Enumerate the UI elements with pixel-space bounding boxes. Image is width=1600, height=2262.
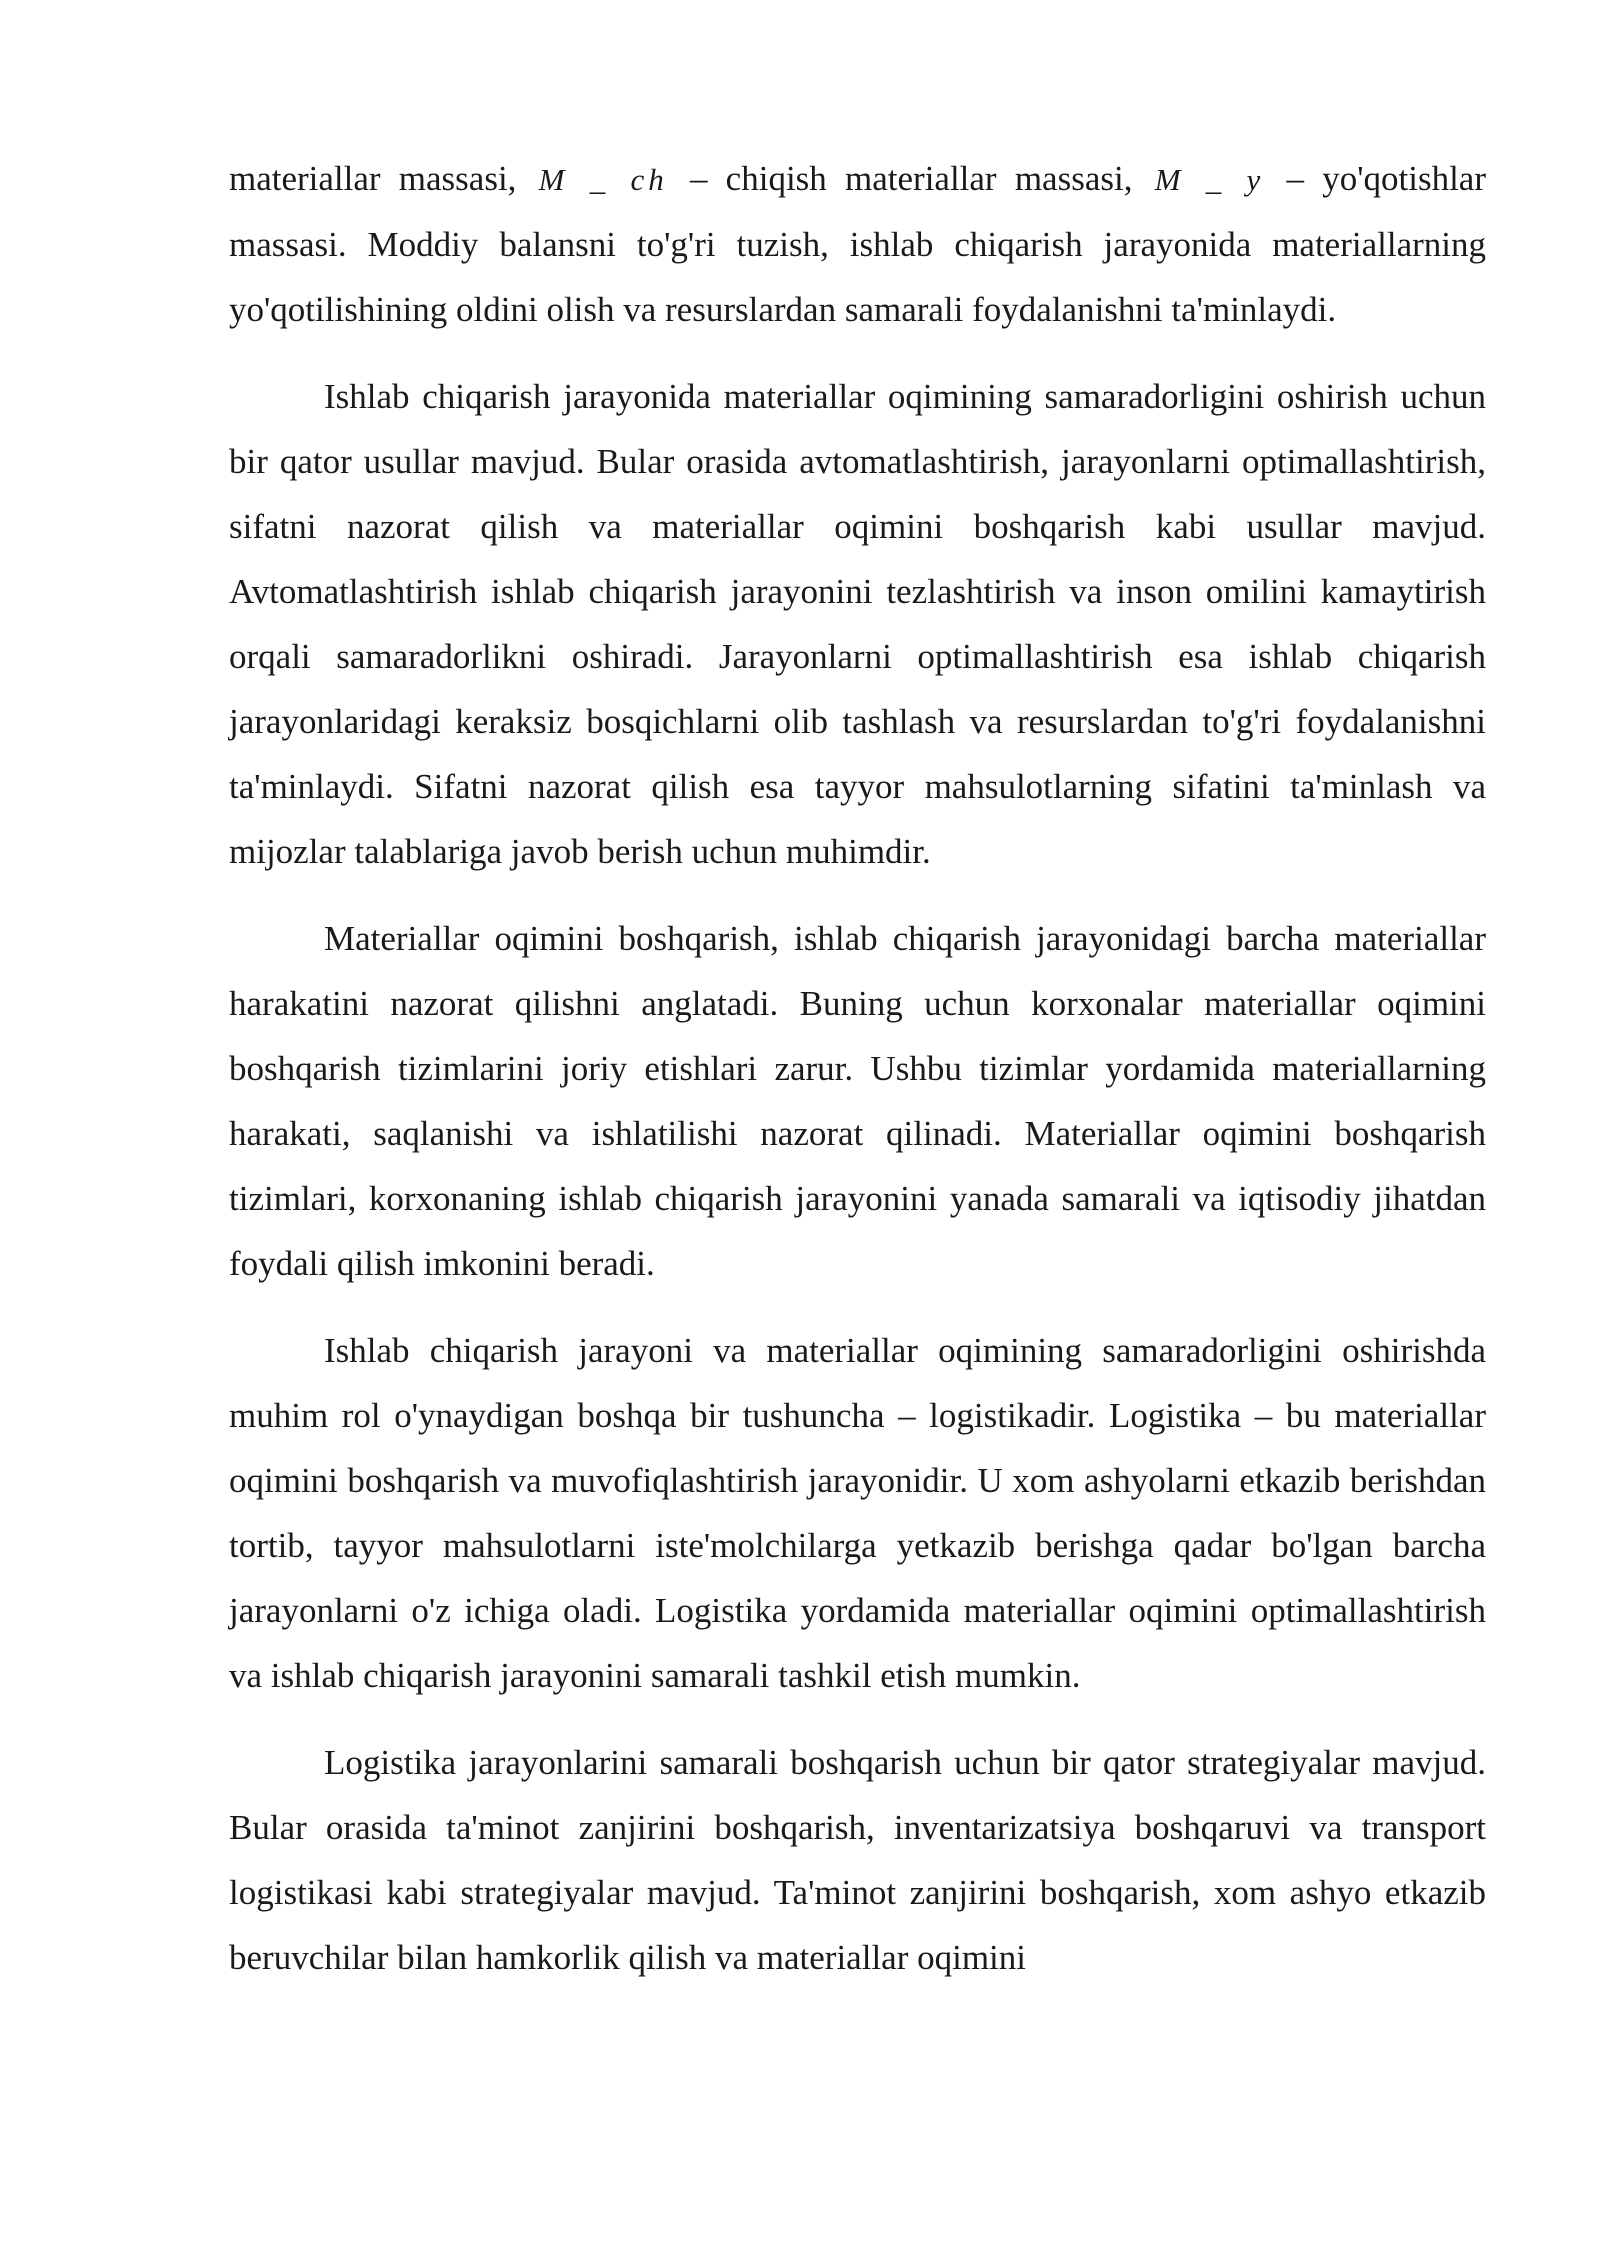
document-body bbox=[229, 146, 1486, 2012]
paragraph-5: Logistika jarayonlarini samarali boshqarish uchun bir qator strategiyalar mavjud. Bular orasida ta'minot zanjirini boshqarish, inventarizatsiya boshqaruvi va transport logistikasi kabi strategiyalar mavjud. Ta'minot zanjirini boshqarish, xom ashyo etkazib beruvchilar bilan hamkorlik qilish va materiallar oqimini bbox=[229, 1743, 1486, 1977]
paragraph-4: Ishlab chiqarish jarayoni va materiallar oqimining samaradorligini oshirishda muhim rol o'ynaydigan boshqa bir tushuncha – logistikadir. Logistika – bu materiallar oqimini boshqarish va muvofiqlashtirish jarayonidir. U xom ashyolarni etkazib berishdan tortib, tayyor mahsulotlarni iste'molchilarga yetkazib berishga qadar bo'lgan barcha jarayonlarni o'z ichiga oladi. Logistika yordamida materiallar oqimini optimallashtirish va ishlab chiqarish jarayonini samarali tashkil etish mumkin. bbox=[229, 1331, 1486, 1695]
paragraph-3: Materiallar oqimini boshqarish, ishlab chiqarish jarayonidagi barcha materiallar harakatini nazorat qilishni anglatadi. Buning uchun korxonalar materiallar oqimini boshqarish tizimlarini joriy etishlari zarur. Ushbu tizimlar yordamida materiallarning harakati, saqlanishi va ishlatilishi nazorat qilinadi. Materiallar oqimini boshqarish tizimlari, korxonaning ishlab chiqarish jarayonini yanada samarali va iqtisodiy jihatdan foydali qilish imkonini beradi. bbox=[229, 919, 1486, 1283]
paragraph-1-mid: – chiqish materiallar massasi, bbox=[689, 159, 1133, 198]
paragraph-2: Ishlab chiqarish jarayonida materiallar oqimining samaradorligini oshirish uchun bir qator usullar mavjud. Bular orasida avtomatlashtirish, jarayonlarni optimallashtirish, sifatni nazorat qilish va materiallar oqimini boshqarish kabi usullar mavjud. Avtomatlashtirish ishlab chiqarish jarayonini tezlashtirish va inson omilini kamaytirish orqali samaradorlikni oshiradi. Jarayonlarni optimallashtirish esa ishlab chiqarish jarayonlaridagi keraksiz bosqichlarni olib tashlash va resurslardan to'g'ri foydalanishni ta'minlaydi. Sifatni nazorat qilish esa tayyor mahsulotlarning sifatini ta'minlash va mijozlar talablariga javob berish uchun muhimdir. bbox=[229, 377, 1486, 871]
paragraph-1-lead: materiallar massasi, bbox=[229, 159, 517, 198]
formula-m-ch: M _ ch bbox=[538, 162, 668, 197]
formula-m-y: M _ y bbox=[1154, 162, 1265, 197]
paragraph-1-tail: – yo'qotishlar massasi. Moddiy balansni to'g'ri tuzish, ishlab chiqarish jarayonida materiallarning yo'qotilishining oldini olish va resurslardan samarali foydalanishni ta'minlaydi. bbox=[229, 159, 1486, 329]
paragraph-1 bbox=[229, 146, 1486, 342]
